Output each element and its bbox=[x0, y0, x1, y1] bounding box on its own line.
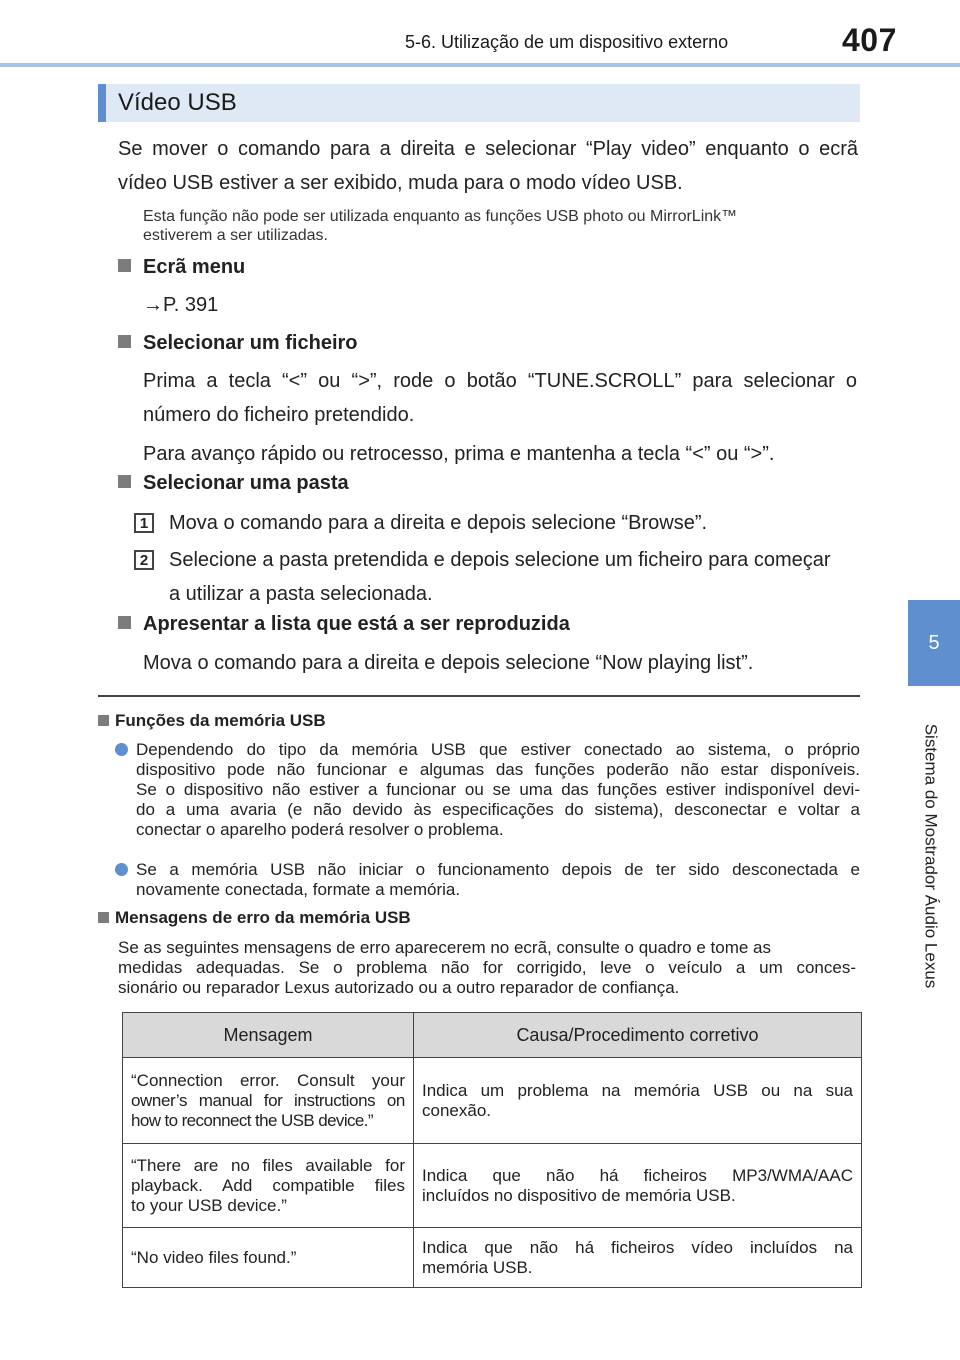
square-bullet-icon bbox=[98, 715, 109, 726]
bullet-dot-icon bbox=[115, 742, 133, 760]
select-file-line-3: Para avanço rápido ou retrocesso, prima e mantenha a tecla “<” ou “>”. bbox=[143, 443, 775, 465]
step-number-1: 1 bbox=[134, 513, 154, 533]
heading-playing-list: Apresentar a lista que está a ser reproduzida bbox=[118, 613, 570, 636]
table-header-cause: Causa/Procedimento corretivo bbox=[414, 1013, 862, 1058]
header-rule bbox=[0, 63, 960, 67]
chapter-tab-label bbox=[910, 696, 950, 1016]
square-bullet-icon bbox=[118, 475, 131, 488]
intro-note bbox=[143, 207, 859, 245]
section-title: Vídeo USB bbox=[118, 89, 237, 116]
select-file-body bbox=[143, 364, 857, 471]
section-title-bar bbox=[98, 84, 860, 122]
message-cell: “Connection error. Consult your owner’s manual for instructions on how to reconnect the USB device.” bbox=[123, 1058, 414, 1144]
table-row bbox=[123, 1144, 862, 1228]
intro-paragraph bbox=[118, 132, 858, 200]
notes-divider bbox=[98, 695, 860, 697]
page-number: 407 bbox=[842, 22, 897, 58]
screen-menu-reference[interactable] bbox=[143, 288, 218, 322]
note-bullet-2 bbox=[136, 860, 860, 900]
intro-line-2: vídeo USB estiver a ser exibido, muda para o modo vídeo USB. bbox=[118, 172, 683, 194]
chapter-tab: 5 bbox=[908, 600, 960, 686]
heading-screen-menu: Ecrã menu bbox=[118, 256, 245, 279]
note-bullet-1 bbox=[136, 740, 860, 840]
cause-cell: Indica que não há ficheiros MP3/WMA/AAC incluídos no dispositivo de memória USB. bbox=[414, 1144, 862, 1228]
note-heading-usb-functions: Funções da memória USB bbox=[98, 711, 326, 731]
cause-cell: Indica que não há ficheiros vídeo incluídos na memória USB. bbox=[414, 1228, 862, 1288]
chapter-tab-text: Sistema do Mostrador Áudio Lexus bbox=[921, 723, 940, 989]
intro-note-line-1: Esta função não pode ser utilizada enquanto as funções USB photo ou MirrorLink™ bbox=[143, 208, 738, 225]
table-row bbox=[123, 1228, 862, 1288]
intro-line-1: Se mover o comando para a direita e selecionar “Play video” enquanto o ecrã bbox=[118, 138, 858, 160]
note-heading-error-messages: Mensagens de erro da memória USB bbox=[98, 908, 411, 928]
note-bullet-2-line-1: Se a memória USB não iniciar o funcionamento depois de ter sido desconectada e bbox=[136, 860, 860, 879]
step-1-text: Mova o comando para a direita e depois selecione “Browse”. bbox=[169, 512, 708, 534]
intro-note-line-2: estiverem a ser utilizadas. bbox=[143, 227, 328, 244]
table-row bbox=[123, 1058, 862, 1144]
step-number-2: 2 bbox=[134, 550, 154, 570]
message-cell: “There are no files available for playback. Add compatible files to your USB device.” bbox=[123, 1144, 414, 1228]
step-2-line-1: Selecione a pasta pretendida e depois selecione um ficheiro para começar bbox=[169, 549, 831, 571]
heading-select-file: Selecionar um ficheiro bbox=[118, 332, 358, 355]
error-messages-table bbox=[122, 1012, 862, 1288]
arrow-icon: → bbox=[143, 294, 163, 316]
square-bullet-icon bbox=[118, 616, 131, 629]
error-messages-intro bbox=[118, 938, 856, 998]
message-cell: “No video files found.” bbox=[123, 1228, 414, 1288]
page-reference-link[interactable]: P. 391 bbox=[163, 294, 219, 316]
square-bullet-icon bbox=[118, 335, 131, 348]
playing-list-text: Mova o comando para a direita e depois selecione “Now playing list”. bbox=[143, 652, 754, 674]
table-header-row bbox=[123, 1013, 862, 1058]
error-intro-line-1: Se as seguintes mensagens de erro aparecerem no ecrã, consulte o quadro e tome as bbox=[118, 938, 771, 957]
bullet-dot-icon bbox=[115, 862, 133, 880]
select-file-line-2: número do ficheiro pretendido. bbox=[143, 404, 415, 426]
note-bullet-1-line-2: dispositivo pode não funcionar e algumas das funções poderão não estar disponíveis. bbox=[136, 760, 860, 779]
select-file-line-1: Prima a tecla “<” ou “>”, rode o botão “TUNE.SCROLL” para selecionar o bbox=[143, 370, 857, 392]
square-bullet-icon bbox=[98, 912, 109, 923]
square-bullet-icon bbox=[118, 259, 131, 272]
error-intro-line-3: sionário ou reparador Lexus autorizado ou a outro reparador de confiança. bbox=[118, 978, 680, 997]
note-bullet-1-line-4: do a uma avaria (e não devido às especificações do sistema), desconectar e voltar a bbox=[136, 800, 860, 819]
step-2-line-2: a utilizar a pasta selecionada. bbox=[169, 583, 433, 605]
table-header-message: Mensagem bbox=[123, 1013, 414, 1058]
running-header-section: 5-6. Utilização de um dispositivo externo bbox=[405, 32, 729, 52]
step-2-text bbox=[169, 543, 859, 611]
note-bullet-1-line-3: Se o dispositivo não estiver a funcionar ou se uma das funções estiver indisponível devi- bbox=[136, 780, 860, 799]
cause-cell: Indica um problema na memória USB ou na sua conexão. bbox=[414, 1058, 862, 1144]
note-bullet-2-line-2: novamente conectada, formate a memória. bbox=[136, 880, 461, 899]
error-intro-line-2: medidas adequadas. Se o problema não for corrigido, leve o veículo a um conces- bbox=[118, 958, 856, 977]
heading-select-folder: Selecionar uma pasta bbox=[118, 472, 349, 495]
note-bullet-1-line-1: Dependendo do tipo da memória USB que estiver conectado ao sistema, o próprio bbox=[136, 740, 860, 759]
note-bullet-1-line-5: conectar o aparelho poderá resolver o problema. bbox=[136, 820, 504, 839]
